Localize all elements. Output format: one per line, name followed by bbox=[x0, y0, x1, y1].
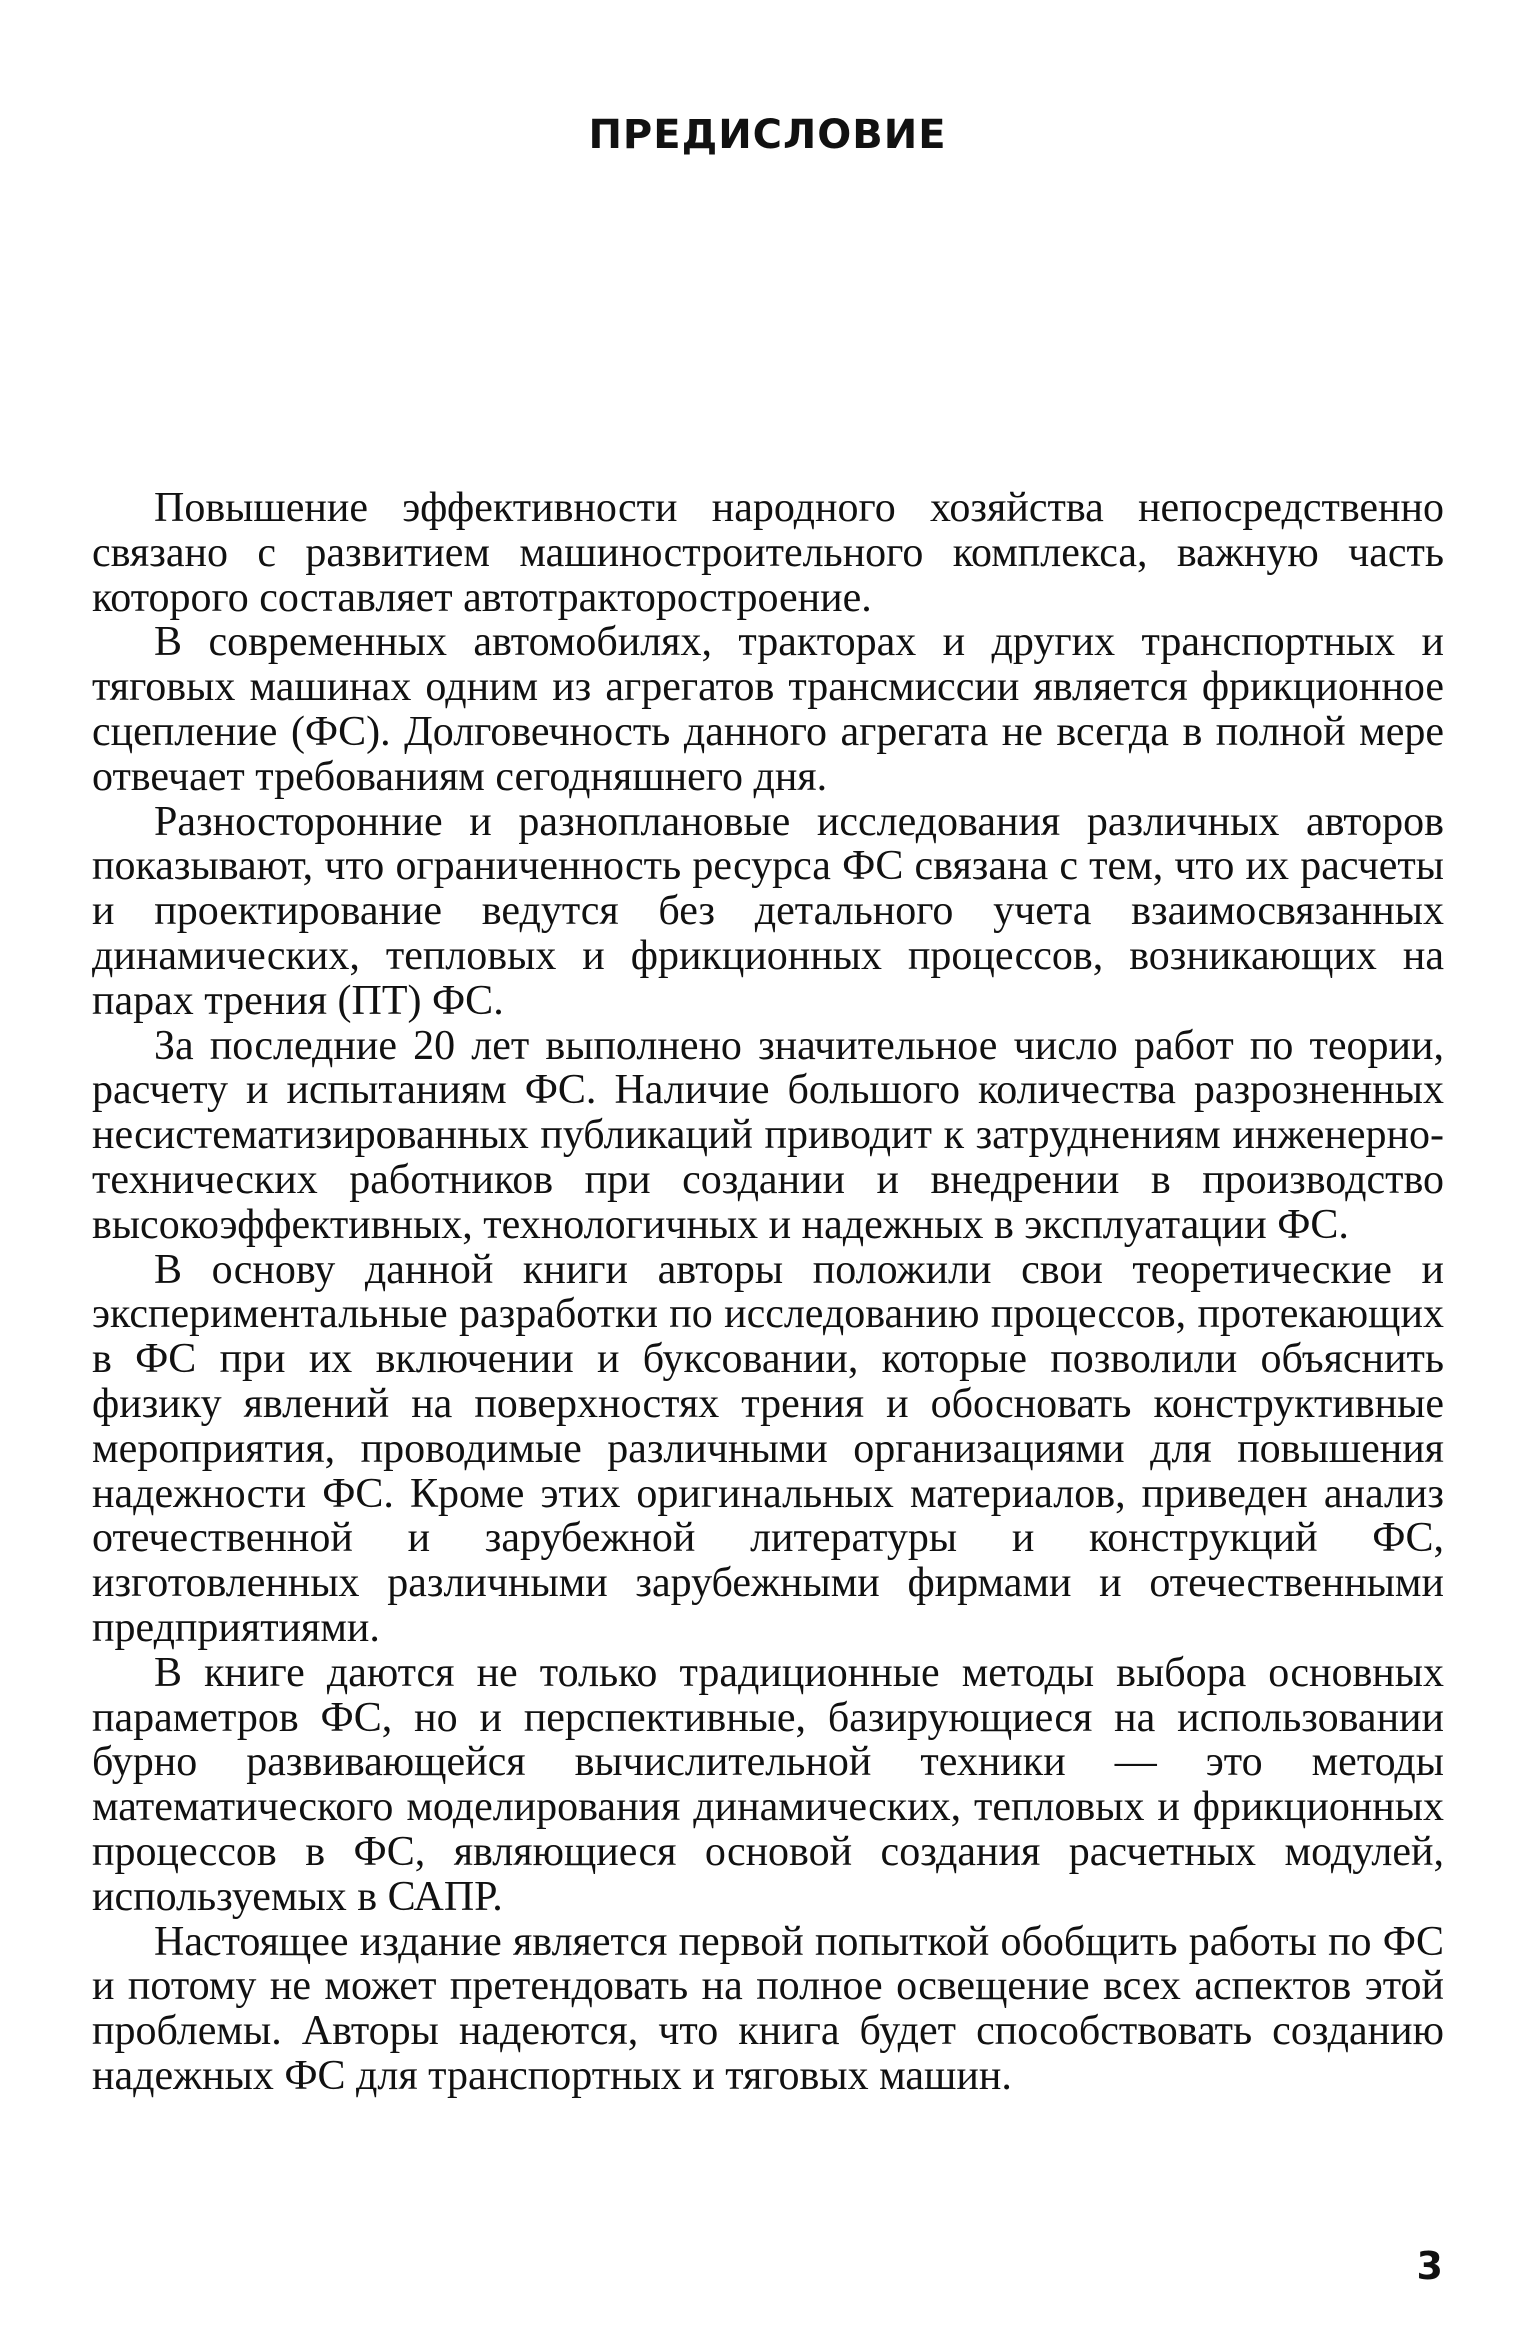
paragraph-2: В современных автомобилях, тракторах и других транспортных и тяговых машинах одним из агрегатов трансмиссии является фрикционное сцепление (ФС). Долговечность данного агрегата не всегда в полной мере отвечает требованиям сегодняшнего дня. bbox=[92, 619, 1444, 800]
paragraph-5: В основу данной книги авторы положили свои теоретические и экспериментальные разработки по исследованию процессов, протекающих в ФС при их включении и буксовании, которые позволили объяснить физику явлений на поверхностях трения и обосновать конструктивные мероприятия, проводимые различными организациями для повышения надежности ФС. Кроме этих оригинальных материалов, приведен анализ отечественной и зарубежной литературы и конструкций ФС, изготовленных различными зарубежными фирмами и отечественными предприятиями. bbox=[92, 1246, 1444, 1651]
paragraph-3: Разносторонние и разноплановые исследования различных авторов показывают, что ограниченность ресурса ФС связана с тем, что их расчеты и проектирование ведутся без детального учета взаимосвязанных динамических, тепловых и фрикционных процессов, возникающих на парах трения (ПТ) ФС. bbox=[92, 798, 1444, 1024]
paragraph-1: Повышение эффективности народного хозяйства непосредственно связано с развитием машиностроительного комплекса, важную часть которого составляет автотракторостроение. bbox=[92, 485, 1444, 621]
paragraph-7: Настоящее издание является первой попыткой обобщить работы по ФС и потому не может претендовать на полное освещение всех аспектов этой проблемы. Авторы надеются, что книга будет способствовать созданию надежных ФС для транспортных и тяговых машин. bbox=[92, 1918, 1444, 2099]
preface-body bbox=[92, 486, 1444, 2099]
page-title: ПРЕДИСЛОВИЕ bbox=[588, 112, 947, 158]
paragraph-4: За последние 20 лет выполнено значительное число работ по теории, расчету и испытаниям ФС. Наличие большого количества разрозненных несистематизированных публикаций приводит к затруднениям инженерно-технических работников при создании и внедрении в производство высокоэффективных, технологичных и надежных в эксплуатации ФС. bbox=[92, 1022, 1444, 1248]
page-number: 3 bbox=[1416, 2244, 1443, 2288]
paragraph-6: В книге даются не только традиционные методы выбора основных параметров ФС, но и перспективные, базирующиеся на использовании бурно развивающейся вычислительной техники — это методы математического моделирования динамических, тепловых и фрикционных процессов в ФС, являющиеся основой создания расчетных модулей, используемых в САПР. bbox=[92, 1649, 1444, 1920]
